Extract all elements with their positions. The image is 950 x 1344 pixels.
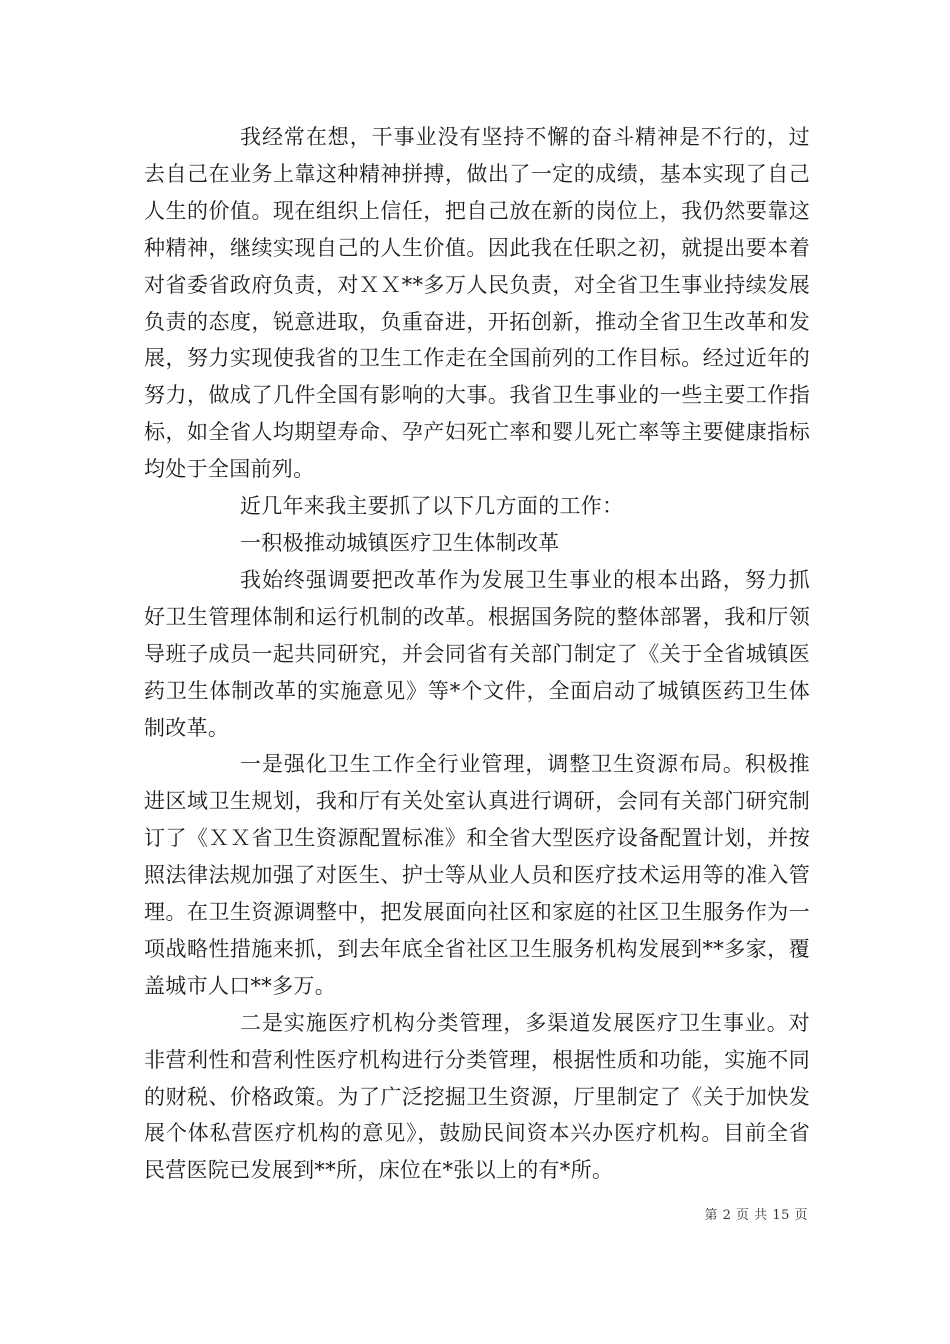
document-body [144,119,810,1189]
paragraph-reform: 我始终强调要把改革作为发展卫生事业的根本出路，努力抓好卫生管理体制和运行机制的改革。根据国务院的整体部署，我和厅领导班子成员一起共同研究，并会同省有关部门制定了《关于全省城镇医药卫生体制改革的实施意见》等*个文件，全面启动了城镇医药卫生体制改革。 [144,567,810,740]
paragraph-work-intro: 近几年来我主要抓了以下几方面的工作： [240,494,624,519]
page-number-footer: 第 2 页 共 15 页 [704,1208,808,1223]
paragraph-point-one: 一是强化卫生工作全行业管理，调整卫生资源布局。积极推进区域卫生规划，我和厅有关处室认真进行调研，会同有关部门研究制订了《ＸＸ省卫生资源配置标准》和全省大型医疗设备配置计划，并按照法律法规加强了对医生、护士等从业人员和医疗技术运用等的准入管理。在卫生资源调整中，把发展面向社区和家庭的社区卫生服务作为一项战略性措施来抓，到去年底全省社区卫生服务机构发展到**多家，覆盖城市人口**多万。 [144,752,810,998]
section-heading-reform: 一积极推动城镇医疗卫生体制改革 [240,530,560,555]
paragraph-point-two: 二是实施医疗机构分类管理，多渠道发展医疗卫生事业。对非营利性和营利性医疗机构进行分类管理，根据性质和功能，实施不同的财税、价格政策。为了广泛挖掘卫生资源，厅里制定了《关于加快发展个体私营医疗机构的意见》，鼓励民间资本兴办医疗机构。目前全省民营医院已发展到**所，床位在*张以上的有*所。 [144,1010,810,1183]
paragraph-spirit: 我经常在想，干事业没有坚持不懈的奋斗精神是不行的，过去自己在业务上靠这种精神拼搏，做出了一定的成绩，基本实现了自己人生的价值。现在组织上信任，把自己放在新的岗位上，我仍然要靠这种精神，继续实现自己的人生价值。因此我在任职之初，就提出要本着对省委省政府负责，对ＸＸ**多万人民负责，对全省卫生事业持续发展负责的态度，锐意进取，负重奋进，开拓创新，推动全省卫生改革和发展，努力实现使我省的卫生工作走在全国前列的工作目标。经过近年的努力，做成了几件全国有影响的大事。我省卫生事业的一些主要工作指标，如全省人均期望寿命、孕产妇死亡率和婴儿死亡率等主要健康指标均处于全国前列。 [144,125,810,482]
